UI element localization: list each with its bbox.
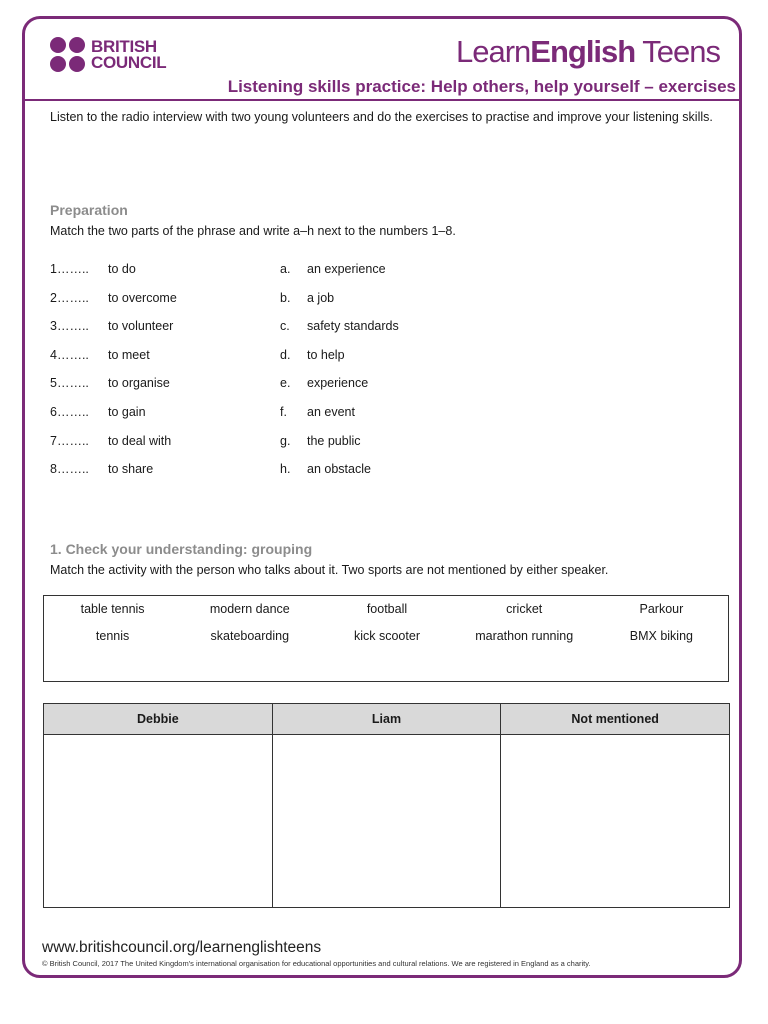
answer-cell-not-mentioned[interactable] bbox=[501, 735, 730, 908]
option-letter: e. bbox=[280, 376, 291, 391]
word-bank-item: table tennis bbox=[80, 602, 145, 616]
word-bank-item: skateboarding bbox=[210, 629, 290, 643]
phrase-start: to meet bbox=[108, 347, 150, 362]
answer-blank[interactable]: 1…….. bbox=[50, 262, 89, 276]
column-header-debbie: Debbie bbox=[44, 704, 273, 735]
answer-blank[interactable]: 2…….. bbox=[50, 290, 89, 305]
learnenglish-teens-logo bbox=[456, 34, 720, 70]
phrase-end: experience bbox=[307, 376, 369, 391]
phrase-start: to organise bbox=[108, 376, 170, 391]
word-bank-item: BMX biking bbox=[629, 629, 693, 643]
brand-english: English bbox=[530, 34, 636, 69]
match-row bbox=[50, 462, 550, 491]
match-row bbox=[50, 405, 550, 434]
option-letter: g. bbox=[280, 433, 291, 448]
answer-blank[interactable]: 7…….. bbox=[50, 433, 89, 448]
brand-learn: Learn bbox=[455, 34, 531, 69]
phrase-start: to share bbox=[108, 462, 154, 477]
match-row bbox=[50, 376, 550, 405]
phrase-end: the public bbox=[307, 433, 361, 448]
option-letter: h. bbox=[280, 462, 291, 477]
phrase-end: an obstacle bbox=[307, 462, 371, 477]
phrase-end: safety standards bbox=[307, 319, 399, 334]
word-bank-item: football bbox=[366, 602, 408, 616]
answer-blank[interactable]: 3…….. bbox=[50, 319, 89, 334]
word-bank-item: modern dance bbox=[209, 602, 290, 616]
preparation-instruction: Match the two parts of the phrase and write a–h next to the numbers 1–8. bbox=[50, 224, 456, 238]
british-council-logo bbox=[50, 37, 166, 72]
phrase-end: an event bbox=[307, 404, 355, 419]
intro-text: Listen to the radio interview with two young volunteers and do the exercises to practise and improve your listening skills. bbox=[50, 110, 713, 124]
phrase-start: to gain bbox=[108, 404, 146, 419]
phrase-start: to overcome bbox=[108, 290, 177, 305]
option-letter: c. bbox=[280, 319, 290, 334]
word-bank-item: kick scooter bbox=[353, 629, 420, 643]
answer-blank[interactable]: 4…….. bbox=[50, 347, 89, 362]
matching-list bbox=[50, 262, 550, 491]
option-letter: a. bbox=[280, 262, 291, 276]
word-bank-item: marathon running bbox=[475, 629, 574, 643]
match-row bbox=[50, 262, 550, 291]
column-header-liam: Liam bbox=[272, 704, 501, 735]
phrase-end: an experience bbox=[307, 262, 386, 276]
phrase-end: to help bbox=[307, 347, 345, 362]
match-row bbox=[50, 319, 550, 348]
answer-blank[interactable]: 5…….. bbox=[50, 376, 89, 391]
exercise1-heading: 1. Check your understanding: grouping bbox=[50, 541, 313, 557]
word-bank-item: cricket bbox=[506, 602, 543, 616]
exercise1-instruction: Match the activity with the person who talks about it. Two sports are not mentioned by either speaker. bbox=[50, 563, 609, 577]
brand-teens: Teens bbox=[635, 34, 720, 69]
column-header-not-mentioned: Not mentioned bbox=[501, 704, 730, 735]
org-name-line2: COUNCIL bbox=[91, 52, 167, 72]
word-bank-item: Parkour bbox=[639, 602, 684, 616]
match-row bbox=[50, 291, 550, 320]
word-bank bbox=[43, 595, 729, 682]
preparation-heading: Preparation bbox=[50, 202, 128, 218]
page-title: Listening skills practice: Help others, help yourself – exercises bbox=[227, 77, 736, 96]
footer-copyright: © British Council, 2017 The United Kingdom's international organisation for educational opportunities and cultural relations. We are registered in England as a charity. bbox=[42, 959, 591, 968]
british-council-dots-icon bbox=[50, 37, 85, 72]
match-row bbox=[50, 434, 550, 463]
answer-blank[interactable]: 6…….. bbox=[50, 404, 89, 419]
phrase-end: a job bbox=[307, 290, 335, 305]
phrase-start: to deal with bbox=[108, 433, 172, 448]
option-letter: b. bbox=[280, 290, 291, 305]
option-letter: f. bbox=[280, 404, 287, 419]
match-row bbox=[50, 348, 550, 377]
answer-cell-debbie[interactable] bbox=[44, 735, 273, 908]
answer-cell-liam[interactable] bbox=[272, 735, 501, 908]
title-divider bbox=[25, 99, 741, 101]
answer-blank[interactable]: 8…….. bbox=[50, 462, 89, 477]
word-bank-item: tennis bbox=[95, 629, 130, 643]
grouping-table bbox=[43, 703, 730, 908]
org-name-line1: BRITISH bbox=[91, 36, 157, 56]
footer-url[interactable]: www.britishcouncil.org/learnenglishteens bbox=[42, 939, 322, 956]
phrase-start: to volunteer bbox=[108, 319, 174, 334]
phrase-start: to do bbox=[108, 262, 136, 276]
option-letter: d. bbox=[280, 347, 291, 362]
